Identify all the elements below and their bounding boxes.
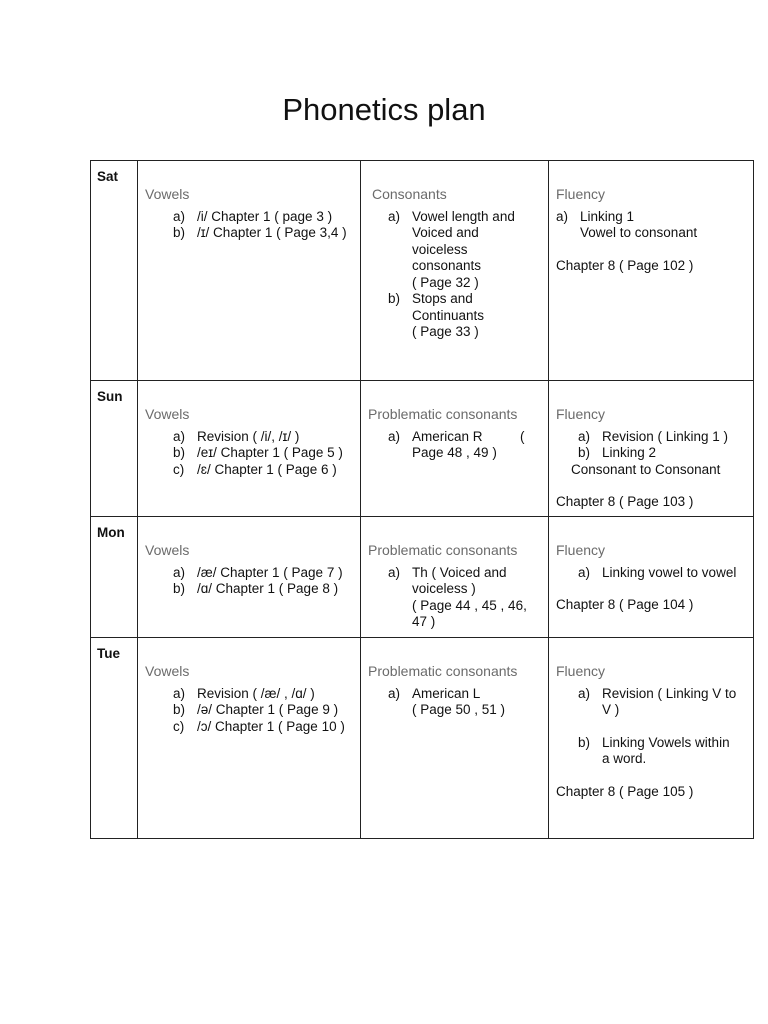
list-item: a) Revision ( Linking 1 ) <box>578 428 729 444</box>
column-heading: Vowels <box>145 663 190 679</box>
vowels-cell <box>138 161 361 381</box>
column-heading: Fluency <box>556 663 606 679</box>
column-heading: Vowels <box>145 542 190 558</box>
item-list <box>372 209 548 341</box>
chapter-note: Chapter 8 ( Page 105 ) <box>556 783 694 799</box>
list-item: b) /eɪ/ Chapter 1 ( Page 5 ) <box>173 445 343 460</box>
column-heading: Fluency <box>556 186 606 202</box>
sub-line: Consonant to Consonant <box>571 461 721 477</box>
table-row <box>91 517 754 638</box>
fluency-cell <box>549 517 754 638</box>
chapter-note: Chapter 8 ( Page 102 ) <box>556 257 694 273</box>
vowels-cell <box>138 381 361 517</box>
chapter-note: Chapter 8 ( Page 103 ) <box>556 494 694 509</box>
item-list <box>368 686 548 719</box>
list-item: a) Th ( Voiced and voiceless ) ( Page 44 , 45 , 46, 47 ) <box>388 564 527 629</box>
table-row <box>91 638 754 839</box>
column-heading: Vowels <box>145 406 190 422</box>
day-cell: Sat <box>91 161 138 381</box>
item-list <box>145 429 360 479</box>
table-row <box>91 161 754 381</box>
chapter-note: Chapter 8 ( Page 104 ) <box>556 597 694 612</box>
list-item: a) Revision ( /æ/ , /ɑ/ ) <box>173 685 315 701</box>
consonants-cell <box>361 161 549 381</box>
vowels-cell <box>138 638 361 839</box>
list-item: b) /ɪ/ Chapter 1 ( Page 3,4 ) <box>173 225 347 240</box>
problematic-consonants-cell <box>361 638 549 839</box>
column-heading: Problematic consonants <box>368 663 518 679</box>
day-cell: Tue <box>91 638 138 839</box>
day-cell: Sun <box>91 381 138 517</box>
item-list <box>556 209 753 242</box>
list-item: b) Linking Vowels within a word. <box>578 734 730 766</box>
column-heading: Vowels <box>145 186 190 202</box>
fluency-cell <box>549 638 754 839</box>
list-item: b) /ɑ/ Chapter 1 ( Page 8 ) <box>173 581 339 596</box>
list-item: c) /ɔ/ Chapter 1 ( Page 10 ) <box>173 718 345 734</box>
item-list <box>145 209 360 242</box>
item-list <box>145 565 360 598</box>
list-item: a) Linking vowel to vowel <box>578 564 737 580</box>
column-heading: Fluency <box>556 406 606 422</box>
list-item: b) /ə/ Chapter 1 ( Page 9 ) <box>173 702 339 717</box>
vowels-cell <box>138 517 361 638</box>
list-item: a) Revision ( Linking V to V ) <box>578 685 737 717</box>
item-list <box>145 686 360 736</box>
item-list <box>556 686 753 768</box>
list-item: c) /ɛ/ Chapter 1 ( Page 6 ) <box>173 461 337 477</box>
column-heading: Problematic consonants <box>368 542 518 558</box>
list-item: a) Revision ( /i/, /ɪ/ ) <box>173 428 300 444</box>
problematic-consonants-cell <box>361 381 549 517</box>
item-list <box>368 565 548 631</box>
list-item: b) Linking 2 <box>578 445 657 460</box>
item-list <box>556 565 753 582</box>
fluency-cell <box>549 381 754 517</box>
page-title: Phonetics plan <box>282 92 486 127</box>
item-list <box>556 429 753 462</box>
problematic-consonants-cell <box>361 517 549 638</box>
list-item: a) American R ( Page 48 , 49 ) <box>388 428 525 460</box>
list-item: b) Stops and Continuants ( Page 33 ) <box>388 291 485 339</box>
list-item: a) /i/ Chapter 1 ( page 3 ) <box>173 208 333 224</box>
list-item: a) American L ( Page 50 , 51 ) <box>388 685 506 717</box>
list-item: a) Vowel length and Voiced and voiceless consonants ( Page 32 ) <box>388 208 515 290</box>
phonetics-plan-table <box>90 160 754 839</box>
list-item: a) Linking 1 Vowel to consonant <box>556 208 698 240</box>
column-heading: Fluency <box>556 542 606 558</box>
column-heading: Problematic consonants <box>368 406 518 422</box>
item-list <box>368 429 548 462</box>
column-heading: Consonants <box>372 186 447 202</box>
list-item: a) /æ/ Chapter 1 ( Page 7 ) <box>173 564 343 580</box>
fluency-cell <box>549 161 754 381</box>
day-cell: Mon <box>91 517 138 638</box>
table-row <box>91 381 754 517</box>
